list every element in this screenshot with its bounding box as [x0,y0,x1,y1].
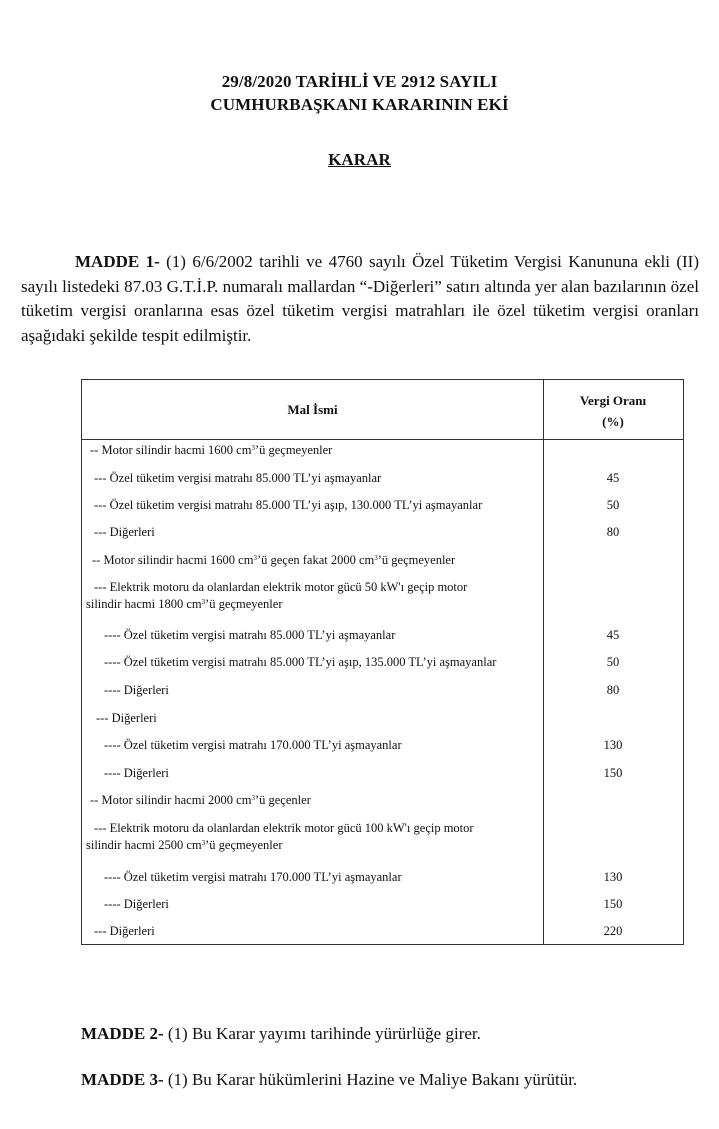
table-row [82,820,542,854]
rate-value: 45 [606,471,620,485]
table-row: ---- Özel tüketim vergisi matrahı 170.000 TL’yi aşmayanlar [104,870,402,884]
table-row: ---- Diğerleri [104,897,169,911]
table-row: --- Diğerleri [94,525,155,539]
doc-title-line1: 29/8/2020 TARİHLİ VE 2912 SAYILI [221,72,498,91]
table-header-divider [82,439,683,440]
table-row: ---- Diğerleri [104,683,169,697]
superscript-3: 3 [251,444,255,452]
rate-value: 130 [603,738,623,752]
madde-3-paragraph [81,1070,577,1090]
madde-1-text: (1) 6/6/2002 tarihli ve 4760 sayılı Özel Tüketim Vergisi Kanununa ekli (II) sayılı listedeki 87.03 G.T.İ.P. numaralı mallardan “-Diğerleri” satırı altında yer alan bazılarının özel tüketim vergisi oranlarına esas özel tüketim vergisi matrahları ile özel tüketim vergisi oranları aşağıdaki şekilde tespit edilmiştir. [21,252,699,345]
rate-value: 220 [603,924,623,938]
table-row: ---- Özel tüketim vergisi matrahı 85.000 TL’yi aşmayanlar [104,628,396,642]
row-text: --- Elektrik motoru da olanlardan elektrik motor gücü 50 kW'ı geçip motor [94,580,468,594]
table-row: ---- Diğerleri [104,766,169,780]
table-row: --- Diğerleri [96,711,157,725]
table-row: -- Motor silindir hacmi 2000 $cm^3’ü$ geçenler [90,793,311,807]
table-row: -- Motor silindir hacmi 1600 $cm^3’ü$ geçmeyenler [90,443,333,457]
madde-1-paragraph [21,250,699,348]
table-row: ---- Özel tüketim vergisi matrahı 170.000 TL’yi aşmayanlar [104,738,402,752]
table-row [82,579,542,613]
column-header-vergi-orani: Vergi Oranı (%) [579,393,647,429]
rate-value: 50 [606,655,620,669]
rate-value: 150 [603,897,623,911]
madde-1-label: MADDE 1- [75,252,160,271]
row-text: --- Elektrik motoru da olanlardan elektrik motor gücü 100 kW'ı geçip motor [94,821,474,835]
madde-3-label: MADDE 3- [81,1070,164,1089]
superscript-3: 3 [251,794,255,802]
row-text-cont: silindir hacmi 2500 $cm^3’ü$ geçmeyenler [86,838,283,852]
column-header-mal-ismi: Mal İsmi [287,402,338,417]
rate-value: 45 [606,628,620,642]
superscript-3: 3 [201,839,206,847]
madde-3-text: (1) Bu Karar hükümlerini Hazine ve Maliye Bakanı yürütür. [163,1070,578,1089]
superscript-3: 3 [374,554,378,562]
doc-title-line2: CUMHURBAŞKANI KARARININ EKİ [210,95,509,114]
table-row: --- Özel tüketim vergisi matrahı 85.000 TL’yi aşmayanlar [94,471,382,485]
rate-value: 130 [603,870,623,884]
tax-rate-table [81,379,684,945]
table-row: --- Özel tüketim vergisi matrahı 85.000 TL’yi aşıp, 130.000 TL’yi aşmayanlar [94,498,483,512]
rate-value: 50 [606,498,620,512]
table-row: ---- Özel tüketim vergisi matrahı 85.000 TL’yi aşıp, 135.000 TL’yi aşmayanlar [104,655,497,669]
row-text-cont: silindir hacmi 1800 $cm^3’ü$ geçmeyenler [86,597,283,611]
madde-2-label: MADDE 2- [81,1024,164,1043]
rate-value: 80 [606,525,620,539]
madde-2-paragraph [81,1024,481,1044]
table-row: --- Diğerleri [94,924,155,938]
rate-value: 80 [606,683,620,697]
karar-heading: KARAR [328,150,391,169]
table-row: -- Motor silindir hacmi 1600 $cm^3’ü$ geçen fakat 2000 $cm^3’ü$ geçmeyenler [92,553,456,567]
superscript-3: 3 [253,554,257,562]
superscript-3: 3 [201,598,206,606]
madde-2-text: (1) Bu Karar yayımı tarihinde yürürlüğe girer. [163,1024,481,1043]
rate-value: 150 [603,766,623,780]
